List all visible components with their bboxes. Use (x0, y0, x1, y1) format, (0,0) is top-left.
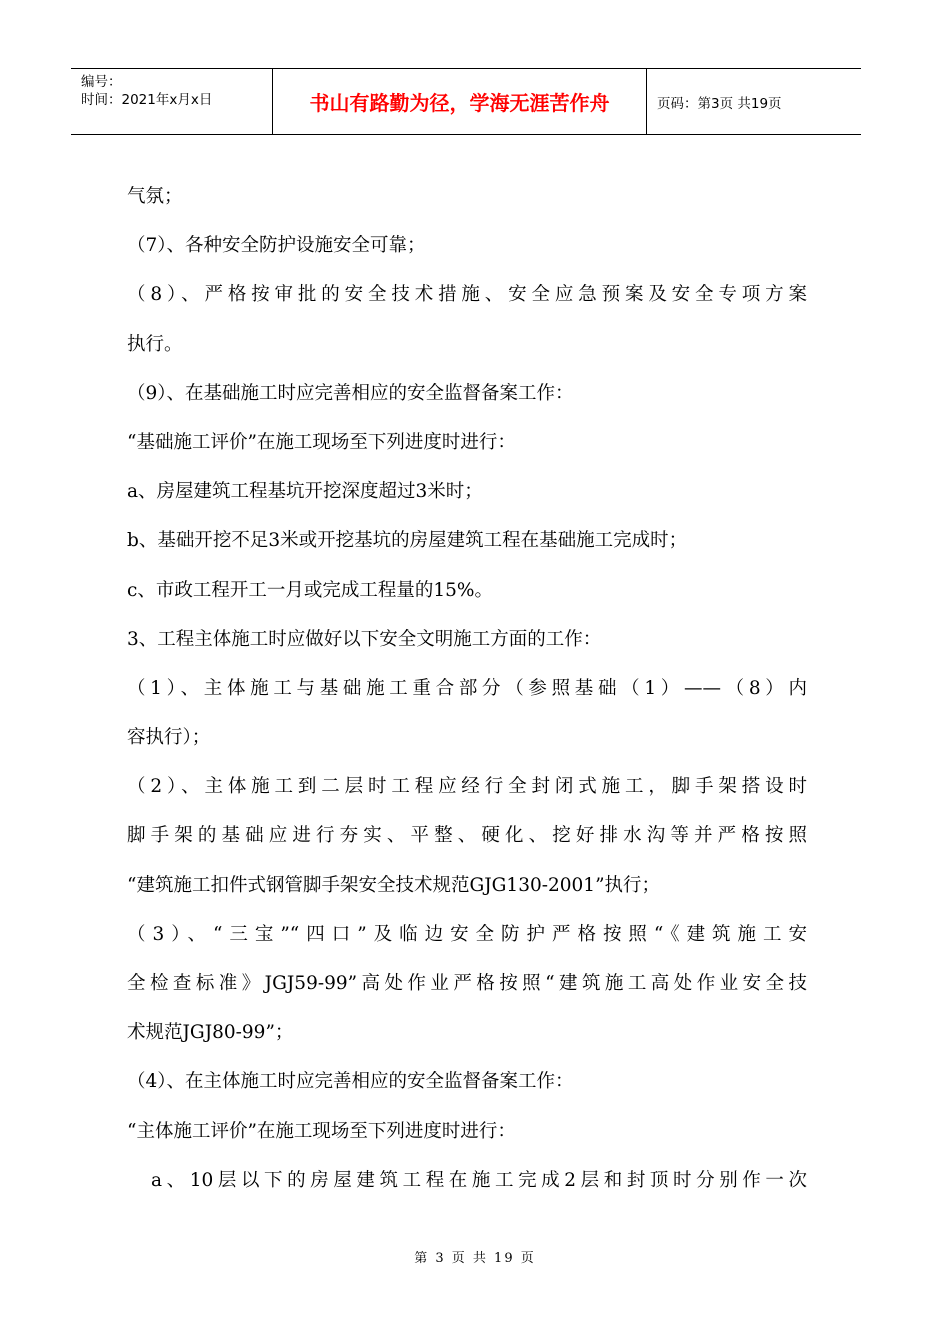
body-line: （1）、主体施工与基础施工重合部分（参照基础（1）——（8）内 (127, 677, 807, 699)
header-page-label: 页码：第3页 共19页 (657, 95, 782, 112)
body-line: b、基础开挖不足3米或开挖基坑的房屋建筑工程在基础施工完成时； (127, 530, 688, 552)
body-line: （7）、各种安全防护设施安全可靠； (127, 235, 426, 257)
body-line: （2）、主体施工到二层时工程应经行全封闭式施工，脚手架搭设时 (127, 776, 807, 798)
body-line: a、10层以下的房屋建筑工程在施工完成2层和封顶时分别作一次 (151, 1169, 807, 1191)
body-line: 脚手架的基础应进行夯实、平整、硬化、挖好排水沟等并严格按照 (127, 825, 807, 847)
body-line: “建筑施工扣件式钢管脚手架安全技术规范GJG130-2001”执行； (127, 874, 661, 896)
document-body (127, 172, 807, 1205)
body-line: （8）、严格按审批的安全技术措施、安全应急预案及安全专项方案 (127, 284, 807, 306)
body-line: 容执行）； (127, 727, 211, 749)
document-date: 时间：2021年x月x日 (81, 92, 213, 108)
body-line: （4）、在主体施工时应完善相应的安全监督备案工作： (127, 1071, 574, 1093)
footer-page-number: 第 3 页 共 19 页 (414, 1251, 536, 1266)
body-line: 执行。 (127, 333, 183, 355)
page-header (71, 68, 861, 135)
motto-text: 书山有路勤为径，学海无涯苦作舟 (309, 91, 610, 115)
body-line: c、市政工程开工一月或完成工程量的15%。 (127, 579, 493, 601)
body-line: 气氛； (127, 186, 183, 207)
body-line: 全检查标准》JGJ59-99”高处作业严格按照“建筑施工高处作业安全技 (127, 973, 807, 994)
document-number-label: 编号： (81, 74, 122, 90)
body-line: （3）、“三宝”“四口”及临边安全防护严格按照“《建筑施工安 (127, 923, 807, 945)
body-line: 3、工程主体施工时应做好以下安全文明施工方面的工作： (127, 628, 602, 650)
header-page-number (647, 69, 861, 134)
body-line: a、房屋建筑工程基坑开挖深度超过3米时； (127, 481, 483, 503)
header-info (71, 69, 273, 134)
header-motto (273, 69, 647, 134)
body-line: “基础施工评价”在施工现场至下列进度时进行： (127, 431, 516, 453)
page-footer (0, 1247, 950, 1266)
body-line: “主体施工评价”在施工现场至下列进度时进行： (127, 1120, 516, 1142)
body-line: （9）、在基础施工时应完善相应的安全监督备案工作： (127, 382, 574, 404)
body-line: 术规范JGJ80-99”； (127, 1022, 294, 1044)
